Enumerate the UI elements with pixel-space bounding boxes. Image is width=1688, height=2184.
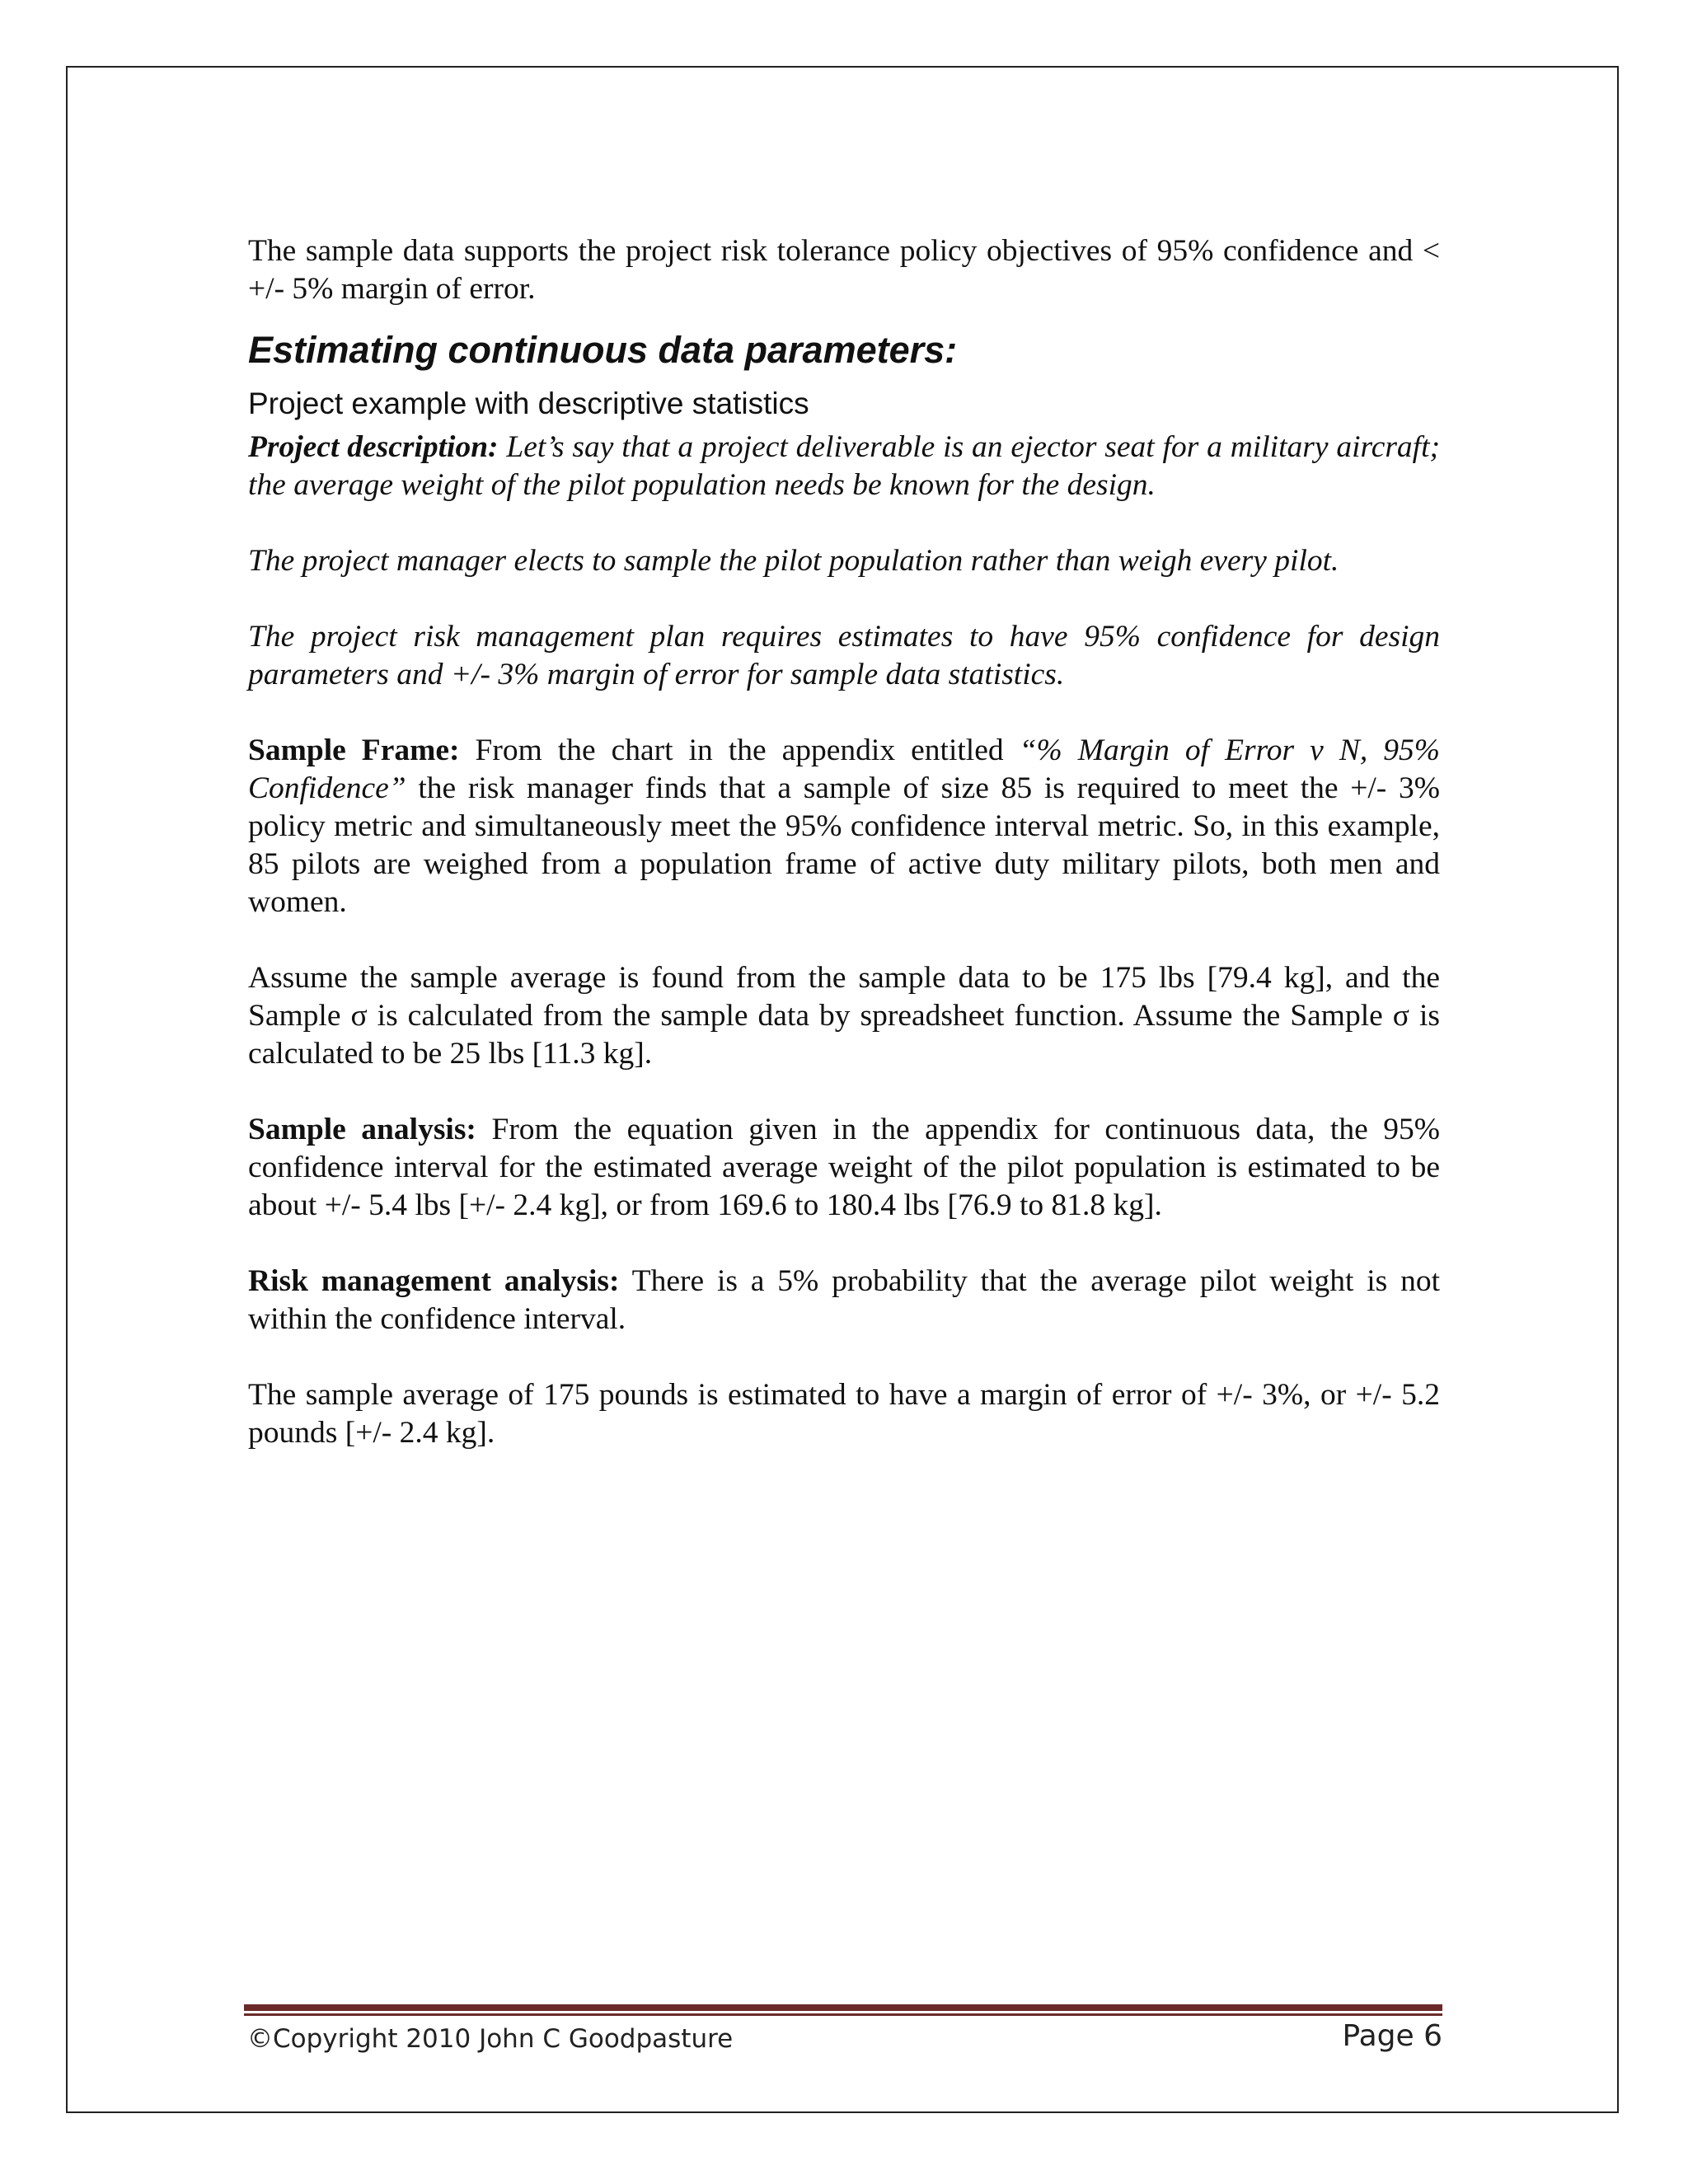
sample-frame-chart-reference: “% Margin of Error v N, 95% Confidence” bbox=[248, 733, 1440, 805]
assumption-paragraph: Assume the sample average is found from the sample data to be 175 lbs [79.4 kg], and the Sample σ is calculated from the sample data by spreadsheet function. Assume the Sample σ is calculated to be 25 lbs [11.3 kg]. bbox=[248, 961, 1440, 1071]
sample-frame-label: Sample Frame: bbox=[248, 733, 460, 767]
sample-frame-paragraph bbox=[248, 732, 1440, 921]
project-description-text: Let’s say that a project deliverable is an ejector seat for a military aircraft; the average weight of the pilot population needs be known for the design. bbox=[248, 430, 1441, 502]
sample-analysis-label: Sample analysis: bbox=[248, 1113, 476, 1146]
section-heading: Estimating continuous data parameters: bbox=[248, 329, 958, 371]
risk-analysis-paragraph bbox=[248, 1263, 1440, 1338]
section-subheading: Project example with descriptive statistics bbox=[248, 387, 809, 420]
sample-analysis-text: From the equation given in the appendix for continuous data, the 95% confidence interval for the estimated average weight of the pilot population is estimated to be about +/- 5.4 lbs [+/- 2.4 kg], or from 169.6 to 180.4 lbs [76.9 to 81.8 kg]. bbox=[248, 1113, 1440, 1222]
manager-note-paragraph: The project manager elects to sample the pilot population rather than weigh every pilot. bbox=[248, 544, 1339, 578]
sample-analysis-paragraph bbox=[248, 1111, 1440, 1225]
risk-analysis-label: Risk management analysis: bbox=[248, 1264, 620, 1298]
sample-frame-text-before: From the chart in the appendix entitled bbox=[459, 733, 1020, 767]
risk-analysis-text: There is a 5% probability that the average pilot weight is not within the confidence interval. bbox=[248, 1264, 1440, 1336]
footer-rule-thick bbox=[244, 2004, 1442, 2011]
footer-page-number: Page 6 bbox=[1342, 2019, 1442, 2053]
intro-paragraph: The sample data supports the project risk tolerance policy objectives of 95% confidence and < +/- 5% margin of error. bbox=[248, 234, 1440, 306]
footer-rule-thin bbox=[244, 2013, 1442, 2016]
footer-copyright: ©Copyright 2010 John C Goodpasture bbox=[247, 2024, 734, 2054]
project-description-paragraph bbox=[248, 429, 1440, 504]
sample-frame-text-after: the risk manager finds that a sample of size 85 is required to meet the +/- 3% policy metric and simultaneously meet the 95% confidence interval metric. So, in this example, 85 pilots are weighed from a population frame of active duty military pilots, both men and women. bbox=[248, 771, 1440, 919]
project-description-label: Project description: bbox=[248, 430, 499, 464]
conclusion-paragraph: The sample average of 175 pounds is estimated to have a margin of error of +/- 3%, or +/- 5.2 pounds [+/- 2.4 kg]. bbox=[248, 1378, 1440, 1450]
plan-note-paragraph: The project risk management plan requires estimates to have 95% confidence for design parameters and +/- 3% margin of error for sample data statistics. bbox=[248, 620, 1440, 691]
page-content bbox=[248, 232, 1440, 1452]
